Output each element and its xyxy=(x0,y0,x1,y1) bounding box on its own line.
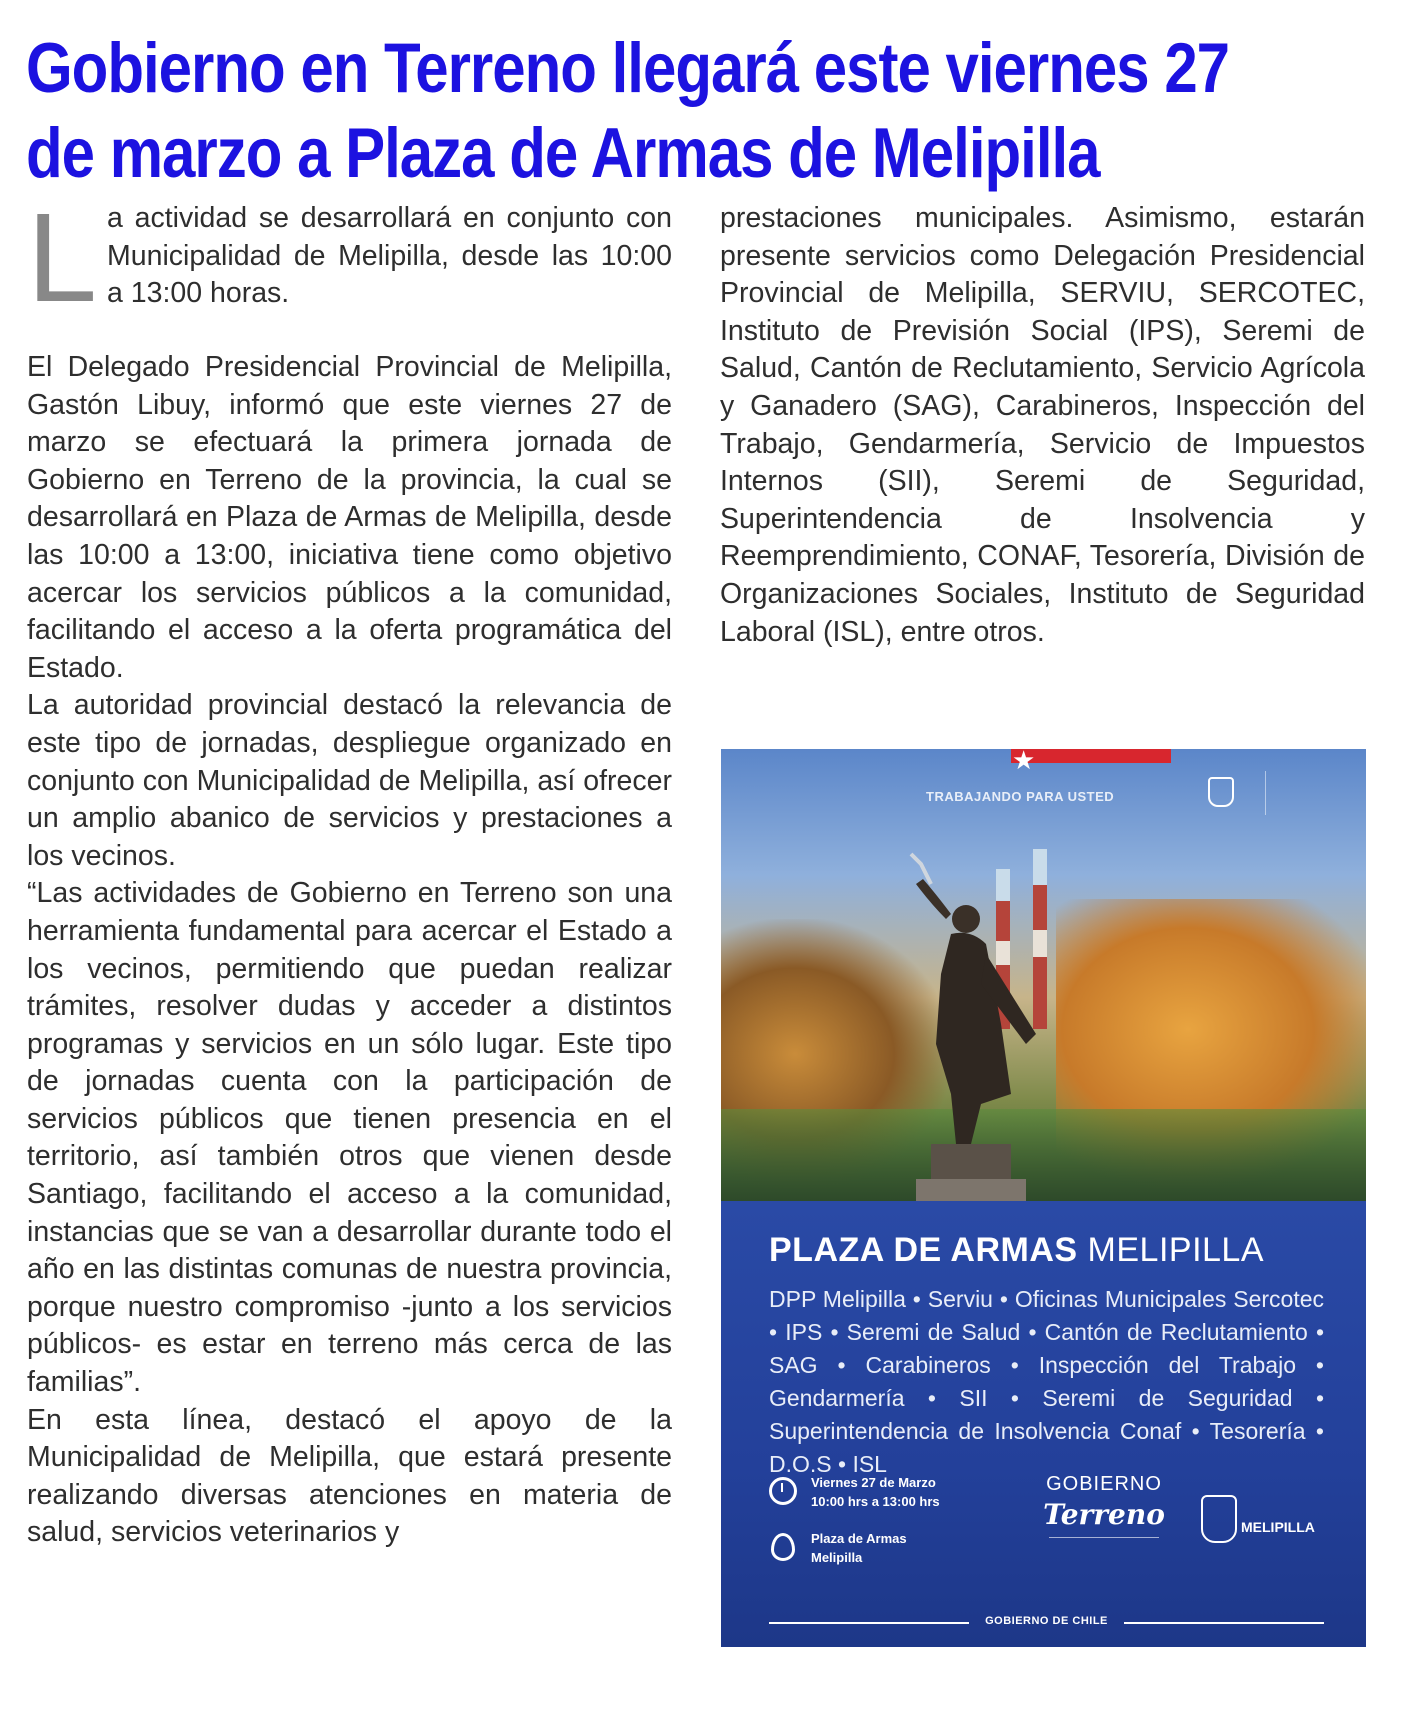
lead-text: a actividad se desarrollará en conjunto con Municipalidad de Melipilla, desde las 10:00 a 13:00 horas. xyxy=(107,202,672,310)
shield-icon xyxy=(1201,1495,1237,1543)
article-left-column xyxy=(27,187,672,1552)
municipality-logo xyxy=(1201,1495,1331,1555)
coat-of-arms-icon xyxy=(1265,771,1346,815)
poster-title-bold: PLAZA DE ARMAS xyxy=(769,1231,1078,1269)
paragraph-3: “Las actividades de Gobierno en Terreno son una herramienta fundamental para acercar el Estado a los vecinos, permitiendo que puedan realizar trámites, resolver dudas y acceder a distintos programas y servicios en un sólo lugar. Este tipo de jornadas cuenta con la participación de servicios públicos que tienen presencia en el territorio, así también otros que vienen desde Santiago, facilitando el acceso a la comunidad, instancias que se van a desarrollar durante todo el año en las distintas comunas de nuestra provincia, porque nuestro compromiso -junto a los servicios públicos- es estar en terreno más cerca de las familias”. xyxy=(27,877,672,1399)
poster-photo xyxy=(721,749,1366,1201)
headline-line-1: Gobierno en Terreno llegará este viernes 27 xyxy=(26,28,1230,108)
headline xyxy=(26,26,1406,196)
poster-date-line-2: 10:00 hrs a 13:00 hrs xyxy=(811,1494,940,1509)
article-right-column xyxy=(720,200,1365,651)
poster-footer-text: GOBIERNO DE CHILE xyxy=(985,1615,1108,1627)
poster-services-list: DPP Melipilla • Serviu • Oficinas Municipales Sercotec • IPS • Seremi de Salud • Cantón de Reclutamiento • SAG • Carabineros • Inspección del Trabajo • Gendarmería • SII • Seremi de Seguridad • Superintendencia de Insolvencia Conaf • Tesorería • D.O.S • ISL xyxy=(769,1286,1324,1477)
location-pin-icon xyxy=(771,1533,795,1561)
poster-info-panel xyxy=(721,1201,1366,1647)
drop-cap: L xyxy=(27,187,98,328)
poster-title xyxy=(769,1231,1264,1270)
clock-icon xyxy=(769,1477,797,1505)
paragraph-2: La autoridad provincial destacó la relevancia de este tipo de jornadas, despliegue organizado en conjunto con Municipalidad de Melipilla, así ofrecer un amplio abanico de servicios y prestaciones a los vecinos. xyxy=(27,689,672,872)
paragraph-1: El Delegado Presidencial Provincial de Melipilla, Gastón Libuy, informó que este viernes 27 de marzo se efectuará la primera jornada de Gobierno en Terreno de la provincia, la cual se desarrollará en Plaza de Armas de Melipilla, desde las 10:00 a 13:00, iniciativa tiene como objetivo acercar los servicios públicos a la comunidad, facilitando el acceso a la oferta programática del Estado. xyxy=(27,351,672,684)
poster-date-line-1: Viernes 27 de Marzo xyxy=(811,1475,936,1490)
star-icon: ★ xyxy=(1012,749,1036,775)
poster-title-light: MELIPILLA xyxy=(1087,1231,1265,1269)
poster-info-row xyxy=(769,1473,1324,1573)
municipality-logo-text: MELIPILLA xyxy=(1241,1519,1315,1535)
services-paragraph: prestaciones municipales. Asimismo, estarán presente servicios como Delegación Presidencial Provincial de Melipilla, SERVIU, SERCOTEC, Instituto de Previsión Social (IPS), Seremi de Salud, Cantón de Reclutamiento, Servicio Agrícola y Ganadero (SAG), Carabineros, Inspección del Trabajo, Gendarmería, Servicio de Impuestos Internos (SII), Seremi de Seguridad, Superintendencia de Insolvencia y Reemprendimiento, CONAF, Tesorería, División de Organizaciones Sociales, Instituto de Seguridad Laboral (ISL), entre otros. xyxy=(720,202,1365,648)
poster-place xyxy=(811,1529,907,1567)
poster-place-line-1: Plaza de Armas xyxy=(811,1531,907,1546)
poster-footer xyxy=(769,1615,1324,1631)
event-poster xyxy=(721,749,1366,1647)
gobierno-en-terreno-logo xyxy=(1029,1473,1179,1548)
poster-tagline: TRABAJANDO PARA USTED xyxy=(926,789,1115,804)
statue-illustration xyxy=(861,844,1061,1204)
poster-place-line-2: Melipilla xyxy=(811,1550,863,1565)
lead-paragraph xyxy=(27,187,672,328)
paragraph-4: En esta línea, destacó el apoyo de la Municipalidad de Melipilla, que estará presente realizando diversas atenciones en materia de salud, servicios veterinarios y xyxy=(27,1403,672,1549)
gob-logo-line-1: GOBIERNO xyxy=(1046,1473,1162,1495)
gob-logo-line-2: Terreno xyxy=(1043,1498,1165,1531)
poster-date xyxy=(811,1473,940,1511)
headline-line-2: de marzo a Plaza de Armas de Melipilla xyxy=(26,113,1100,193)
